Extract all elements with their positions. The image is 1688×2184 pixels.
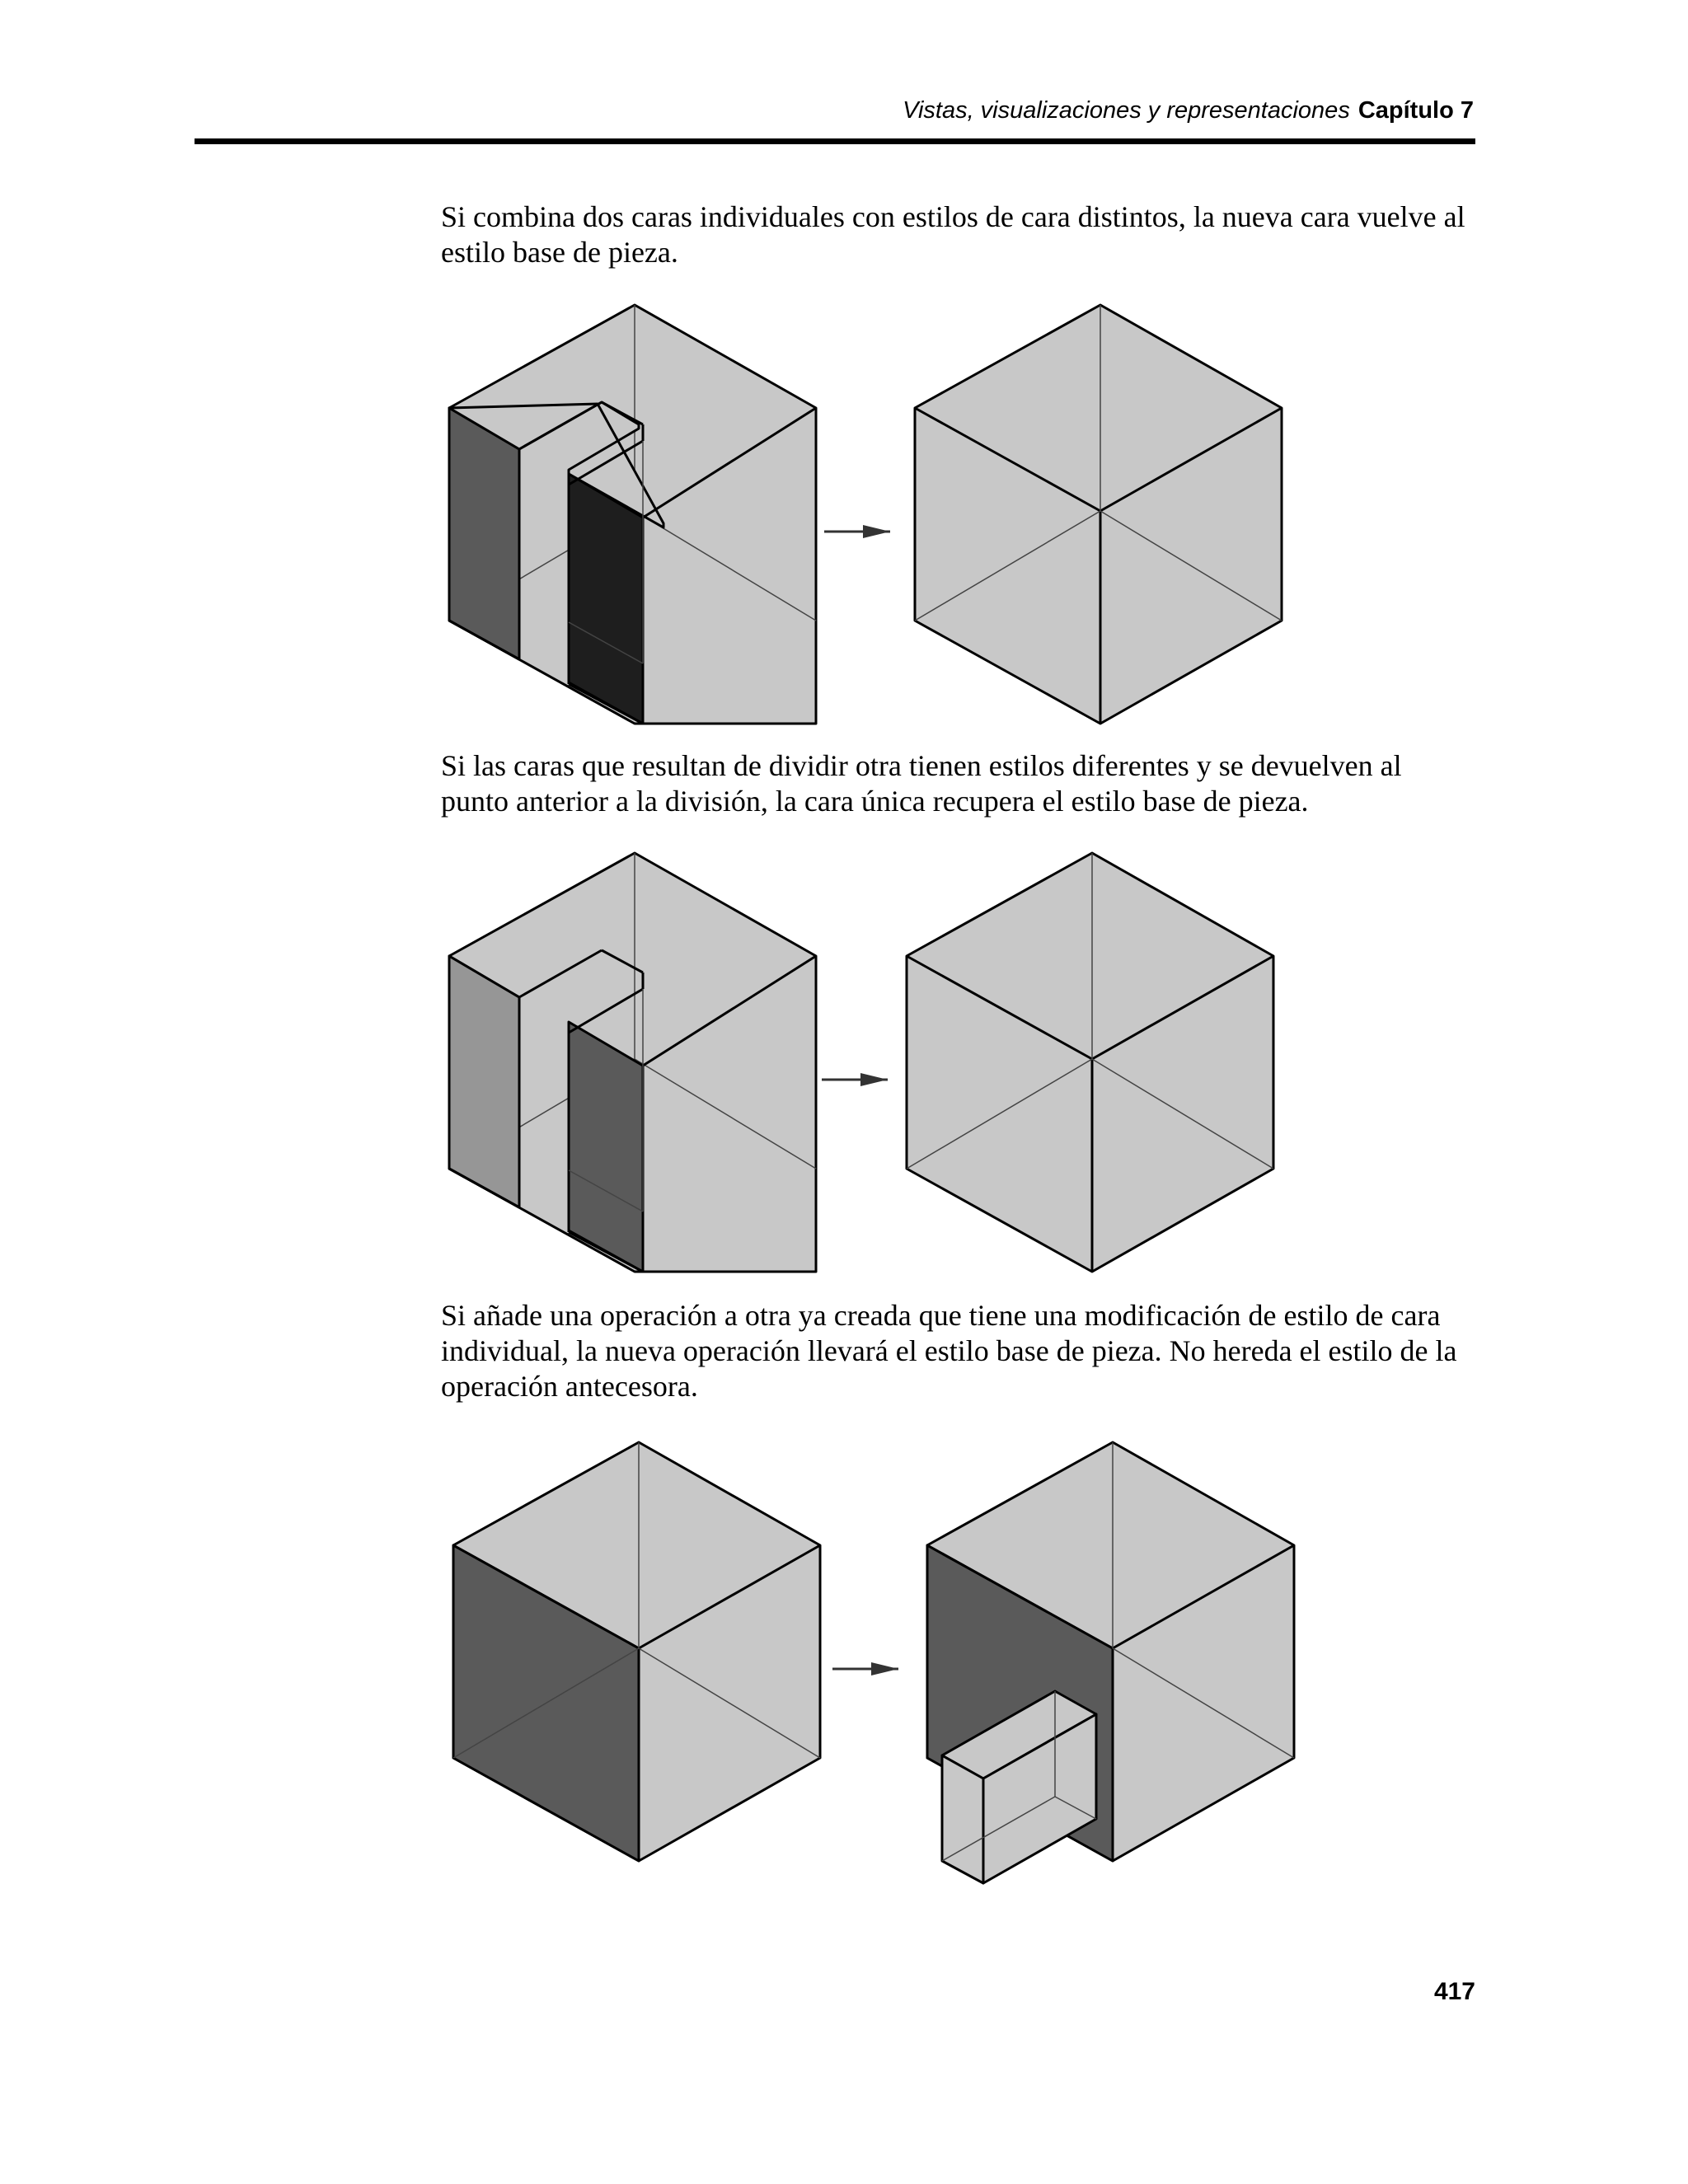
- notch-left-mid-face: [449, 956, 519, 1207]
- figure-2-arrow: [822, 1073, 888, 1086]
- figure-2-after-plain-cube: [907, 853, 1273, 1272]
- notch-inner-black-face: [569, 474, 643, 724]
- paragraph-3: Si añade una operación a otra ya creada que tiene una modificación de estilo de cara individual, la nueva operación llevará el estilo base de pieza. No hereda el estilo de la operación antecesora.: [441, 1299, 1457, 1403]
- header-title: Vistas, visualizaciones y representaciones: [903, 97, 1350, 124]
- figure-3: [441, 1434, 1348, 1887]
- paragraph-1: Si combina dos caras individuales con estilos de cara distintos, la nueva cara vuelve al estilo base de pieza.: [441, 200, 1465, 269]
- notch-left-dark-face: [449, 408, 519, 659]
- figure-3-arrow: [832, 1662, 898, 1675]
- figure-1-before-notched-cube: [449, 305, 816, 724]
- notch-inner-dark-face: [569, 1022, 643, 1272]
- figure-1: [441, 297, 1348, 742]
- figure-3-before-cube: [453, 1442, 820, 1861]
- header-chapter: Capítulo 7: [1357, 97, 1474, 124]
- paragraph-2: Si las caras que resultan de dividir otra tienen estilos diferentes y se devuelven al punto anterior a la división, la cara única recupera el estilo base de pieza.: [441, 749, 1402, 818]
- figure-1-arrow: [824, 525, 890, 538]
- figure-2: [441, 845, 1348, 1290]
- page-number: 417: [1433, 1978, 1475, 2005]
- header-rule: [195, 138, 1475, 144]
- figure-1-after-plain-cube: [915, 305, 1282, 724]
- figure-2-before-notched-cube: [449, 853, 816, 1272]
- running-header: [195, 97, 1474, 132]
- figure-3-after-cube-with-block: [927, 1442, 1294, 1883]
